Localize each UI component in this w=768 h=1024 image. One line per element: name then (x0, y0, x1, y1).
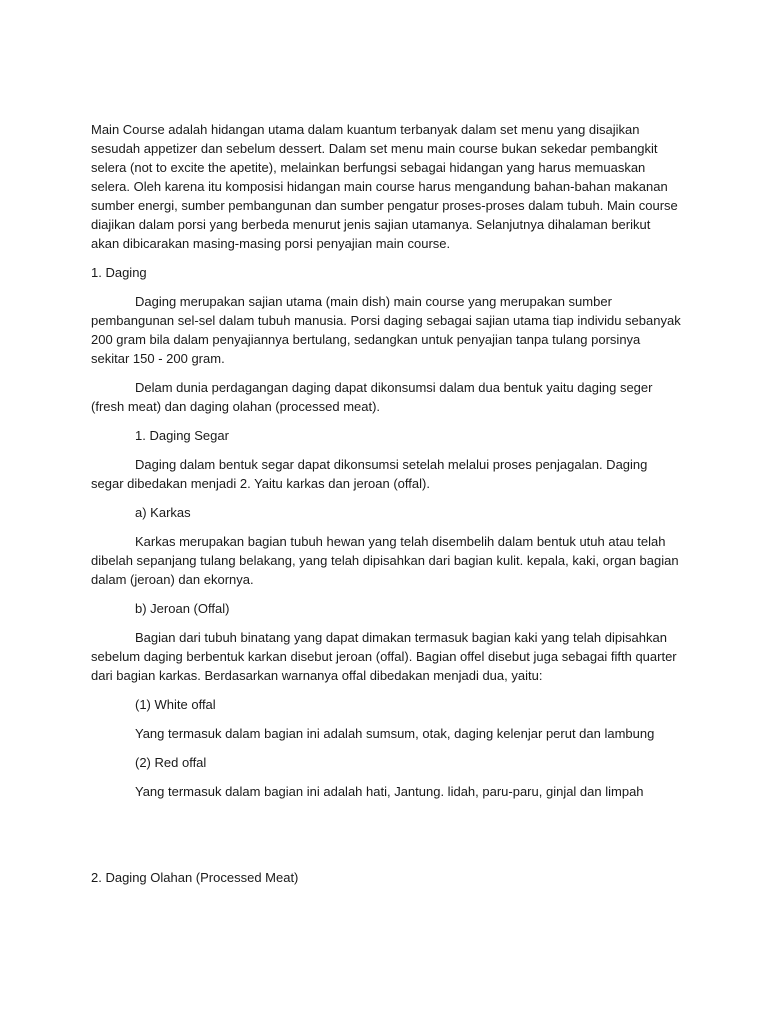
document-page (91, 120, 681, 897)
red-offal-paragraph: Yang termasuk dalam bagian ini adalah hati, Jantung. lidah, paru-paru, ginjal dan limpah (135, 784, 644, 799)
heading-daging: 1. Daging (91, 265, 147, 280)
heading-daging-olahan: 2. Daging Olahan (Processed Meat) (91, 870, 299, 885)
jeroan-paragraph: Bagian dari tubuh binatang yang dapat dimakan termasuk bagian kaki yang telah dipisahkan sebelum daging berbentuk karkan disebut jeroan (offal). Bagian offel disebut juga sebagai fifth quarter dari bagian karkas. Berdasarkan warnanya offal dibedakan menjadi dua, yaitu: (91, 630, 677, 683)
heading-white-offal: (1) White offal (135, 697, 216, 712)
white-offal-paragraph: Yang termasuk dalam bagian ini adalah sumsum, otak, daging kelenjar perut dan lambung (135, 726, 655, 741)
daging-paragraph-1: Daging merupakan sajian utama (main dish) main course yang merupakan sumber pembangunan sel-sel dalam tubuh manusia. Porsi daging sebagai sajian utama tiap individu sebanyak 200 gram bila dalam penyajiannya bertulang, sedangkan untuk penyajian tanpa tulang porsinya sekitar 150 - 200 gram. (91, 294, 681, 366)
karkas-paragraph: Karkas merupakan bagian tubuh hewan yang telah disembelih dalam bentuk utuh atau telah dibelah sepanjang tulang belakang, yang telah dipisahkan dari bagian kulit. kepala, kaki, organ bagian dalam (jeroan) dan ekornya. (91, 534, 679, 587)
daging-paragraph-2: Delam dunia perdagangan daging dapat dikonsumsi dalam dua bentuk yaitu daging seger (fresh meat) dan daging olahan (processed meat). (91, 380, 653, 414)
blank-space (91, 811, 681, 868)
heading-daging-segar: 1. Daging Segar (135, 428, 229, 443)
heading-jeroan: b) Jeroan (Offal) (135, 601, 230, 616)
heading-red-offal: (2) Red offal (135, 755, 207, 770)
heading-karkas: a) Karkas (135, 505, 191, 520)
intro-paragraph: Main Course adalah hidangan utama dalam kuantum terbanyak dalam set menu yang disajikan sesudah appetizer dan sebelum dessert. Dalam set menu main course bukan sekedar pembangkit selera (not to excite the apetite), melainkan berfungsi sebagai hidangan yang harus memuaskan selera. Oleh karena itu komposisi hidangan main course harus mengandung bahan-bahan makanan sumber energi, sumber pembangunan dan sumber pengatur proses-proses dalam tubuh. Main course diajikan dalam porsi yang berbeda menurut jenis sajian utamanya. Selanjutnya dihalaman berikut akan dibicarakan masing-masing porsi penyajian main course. (91, 122, 678, 251)
daging-segar-paragraph: Daging dalam bentuk segar dapat dikonsumsi setelah melalui proses penjagalan. Daging segar dibedakan menjadi 2. Yaitu karkas dan jeroan (offal). (91, 457, 648, 491)
